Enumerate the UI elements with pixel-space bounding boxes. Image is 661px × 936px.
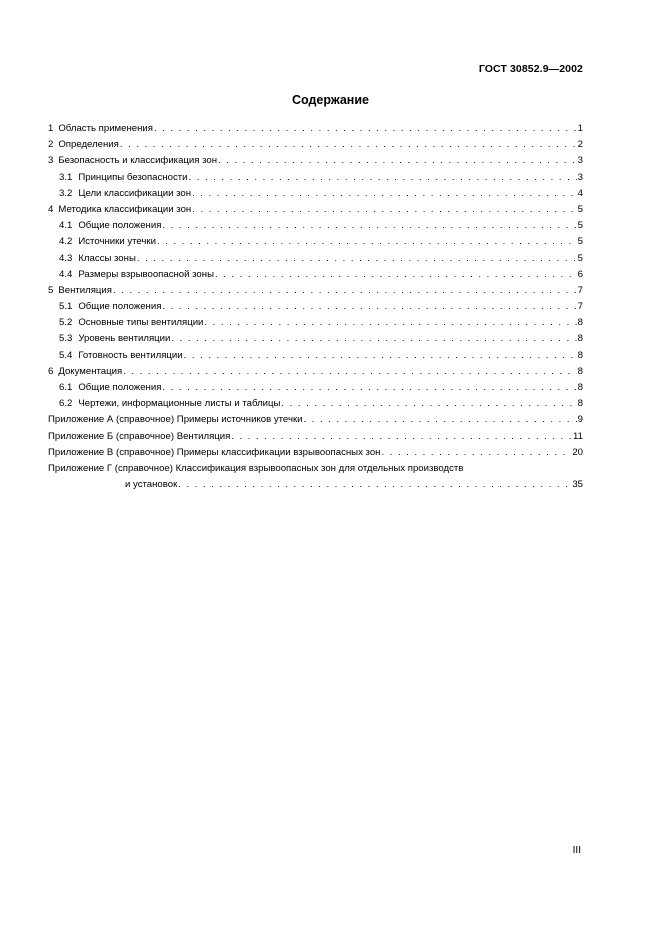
toc-entry-3-1[interactable]: [48, 170, 583, 186]
toc-heading: Содержание: [291, 93, 369, 107]
dot-leader: [304, 412, 577, 428]
toc-entry-number: 5.4: [59, 349, 73, 361]
toc-entry-title: Область применения: [58, 123, 153, 134]
toc-entry-2[interactable]: [48, 137, 583, 153]
toc-entry-1[interactable]: [48, 121, 583, 137]
toc-entry-title: Общие положения: [78, 301, 162, 313]
toc-entry-number: 4.3: [59, 252, 73, 264]
toc-entry-title: Цели классификации зон: [78, 187, 192, 199]
toc-entry-4-3[interactable]: [48, 251, 583, 267]
toc-entry-title: Общие положения: [78, 220, 162, 232]
toc-appendix-page: 11: [573, 430, 583, 442]
dot-leader: [137, 251, 577, 267]
toc-entry-title: Размеры взрывоопасной зоны: [78, 268, 214, 280]
toc-entry-3[interactable]: [48, 153, 583, 169]
toc-entry-number: 4.4: [59, 268, 73, 280]
toc-appendix-g[interactable]: [48, 461, 583, 493]
dot-leader: [204, 315, 576, 331]
toc-entry-page: 5: [577, 252, 583, 264]
toc-entry-3-2[interactable]: [48, 186, 583, 202]
toc-entry-title: Чертежи, информационные листы и таблицы: [78, 398, 281, 410]
toc-entry-title: Принципы безопасности: [78, 171, 188, 183]
toc-appendix-page: 35: [572, 479, 583, 491]
toc-entry-title: Безопасность и классификация зон: [58, 155, 218, 167]
toc-entry-number: 5: [48, 284, 54, 296]
toc-entry-4-1[interactable]: [48, 218, 583, 234]
dot-leader: [281, 396, 576, 412]
dot-leader: [157, 234, 577, 250]
toc-entry-5[interactable]: [48, 283, 583, 299]
toc-entry-number: 6.2: [59, 398, 73, 410]
toc-entry-number: 5.3: [59, 333, 73, 345]
toc-entry-number: 3.2: [59, 187, 73, 199]
toc-appendix-title: Приложение Б (справочное) Вентиляция: [48, 430, 231, 442]
toc-entry-number: 4.2: [59, 236, 73, 248]
dot-leader: [154, 121, 577, 137]
toc-entry-number: 6: [48, 365, 54, 377]
toc-entry-page: 8: [577, 398, 583, 410]
toc-appendix-title-line2: и установок: [125, 479, 178, 491]
dot-leader: [162, 218, 576, 234]
toc-entry-number: 3: [48, 155, 54, 167]
toc-entry-title: Источники утечки: [78, 236, 156, 248]
toc-entry-title: Вентиляция: [58, 284, 112, 296]
toc-appendix-a[interactable]: [48, 412, 583, 428]
toc-entry-page: 3: [577, 155, 583, 167]
toc-entry-page: 5: [577, 203, 583, 215]
toc-entry-title: Готовность вентиляции: [78, 349, 183, 361]
dot-leader: [192, 202, 576, 218]
toc-entry-page: 3: [577, 171, 583, 183]
toc-appendix-page: 9: [577, 414, 583, 426]
toc-entry-page: 5: [577, 236, 583, 248]
toc-appendix-title-line1: Приложение Г (справочное) Классификация взрывоопасных зон для отдельных производств: [48, 462, 464, 474]
toc-appendix-line2: [48, 477, 583, 493]
dot-leader: [113, 283, 577, 299]
toc-entry-title: Классы зоны: [78, 252, 136, 264]
toc-entry-page: 2: [577, 139, 583, 151]
toc-entry-page: 8: [577, 317, 583, 329]
dot-leader: [123, 364, 576, 380]
dot-leader: [184, 348, 577, 364]
page-number: III: [572, 845, 581, 856]
toc-entry-title: Уровень вентиляции: [78, 333, 171, 345]
toc-appendix-b[interactable]: [48, 429, 583, 445]
dot-leader: [162, 380, 576, 396]
toc-appendix-page: 20: [572, 446, 583, 458]
toc-entry-5-4[interactable]: [48, 348, 583, 364]
toc-entry-page: 7: [577, 301, 583, 313]
toc-appendix-title: Приложение В (справочное) Примеры классификации взрывоопасных зон: [48, 446, 381, 458]
dot-leader: [192, 186, 577, 202]
toc-entry-title: Основные типы вентиляции: [78, 317, 204, 329]
toc-entry-4[interactable]: [48, 202, 583, 218]
toc-entry-5-3[interactable]: [48, 331, 583, 347]
toc-entry-6-1[interactable]: [48, 380, 583, 396]
toc-entry-page: 8: [577, 365, 583, 377]
toc-entry-number: 5.2: [59, 317, 73, 329]
toc-appendix-title: Приложение А (справочное) Примеры источников утечки: [48, 414, 303, 426]
toc-entry-5-2[interactable]: [48, 315, 583, 331]
toc-entry-number: 6.1: [59, 382, 73, 393]
table-of-contents: [48, 121, 583, 493]
toc-entry-page: 7: [577, 284, 583, 296]
toc-entry-page: 1: [577, 123, 583, 134]
toc-entry-4-2[interactable]: [48, 234, 583, 250]
toc-entry-page: 4: [577, 187, 583, 199]
toc-entry-4-4[interactable]: [48, 267, 583, 283]
dot-leader: [381, 445, 571, 461]
toc-entry-number: 1: [48, 123, 54, 134]
toc-entry-title: Методика классификации зон: [58, 203, 192, 215]
dot-leader: [231, 429, 572, 445]
toc-entry-page: 8: [577, 333, 583, 345]
toc-entry-6-2[interactable]: [48, 396, 583, 412]
dot-leader: [171, 331, 576, 347]
document-code-header: ГОСТ 30852.9—2002: [478, 63, 583, 75]
dot-leader: [178, 477, 571, 493]
dot-leader: [189, 170, 577, 186]
dot-leader: [215, 267, 577, 283]
toc-entry-page: 8: [577, 349, 583, 361]
toc-entry-page: 6: [577, 268, 583, 280]
toc-entry-title: Определения: [58, 139, 119, 151]
toc-entry-title: Документация: [58, 365, 123, 377]
toc-entry-number: 2: [48, 139, 54, 151]
toc-appendix-v[interactable]: [48, 445, 583, 461]
dot-leader: [218, 153, 577, 169]
toc-entry-number: 3.1: [59, 171, 73, 183]
toc-entry-page: 5: [577, 220, 583, 232]
dot-leader: [120, 137, 577, 153]
toc-entry-page: 8: [577, 382, 583, 393]
toc-entry-6[interactable]: [48, 364, 583, 380]
toc-entry-number: 4: [48, 203, 54, 215]
toc-entry-5-1[interactable]: [48, 299, 583, 315]
toc-entry-title: Общие положения: [78, 382, 162, 393]
toc-entry-number: 4.1: [59, 220, 73, 232]
toc-entry-number: 5.1: [59, 301, 73, 313]
dot-leader: [162, 299, 576, 315]
